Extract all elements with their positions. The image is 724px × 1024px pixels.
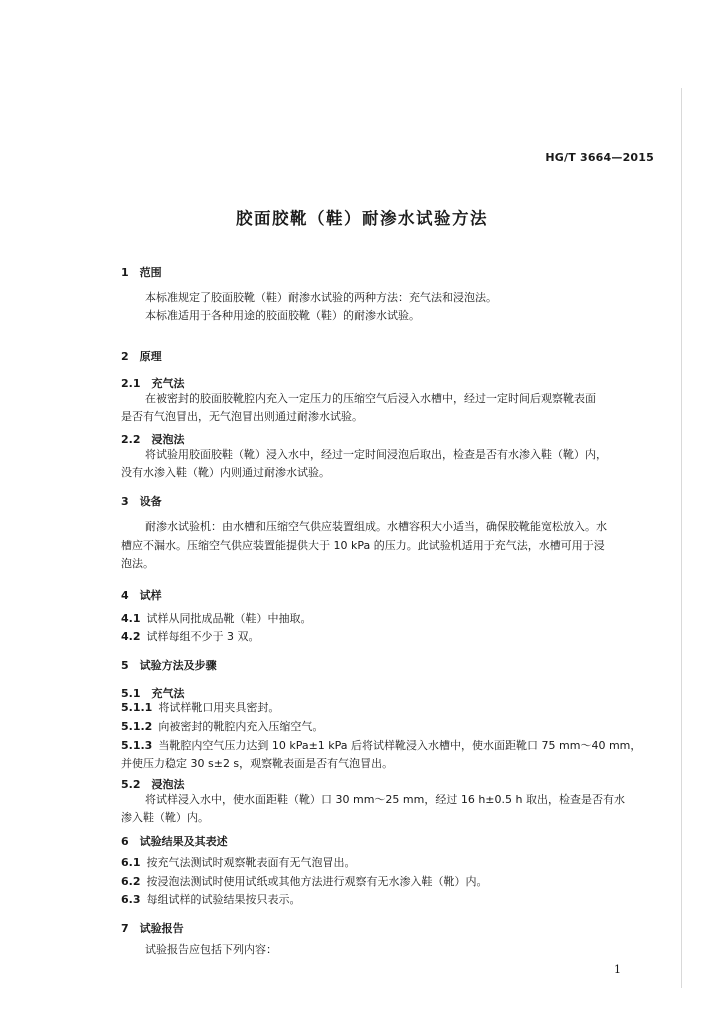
- section-2-heading: 2 原理: [121, 350, 162, 363]
- section-5-1-3-continuation: 并使压力稳定 30 s±2 s，观察靴表面是否有气泡冒出。: [121, 757, 394, 770]
- section-5-1-3-item: [121, 737, 641, 755]
- item-number: 4.2: [121, 630, 141, 643]
- section-5-2-line-1: 将试样浸入水中，使水面距鞋（靴）口 30 mm～25 mm，经过 16 h±0.5 h 取出，检查是否有水: [145, 793, 625, 806]
- section-6-heading: 6 试验结果及其表述: [121, 835, 228, 848]
- section-4-heading: 4 试样: [121, 589, 162, 602]
- section-6-2-item: [121, 873, 488, 891]
- section-5-1-2-item: [121, 718, 323, 736]
- section-2-2-line-2: 没有水渗入鞋（靴）内则通过耐渗水试验。: [121, 466, 330, 479]
- section-1-line-2: 本标准适用于各种用途的胶面胶靴（鞋）的耐渗水试验。: [145, 309, 420, 322]
- item-text: 按浸泡法测试时使用试纸或其他方法进行观察有无水渗入鞋（靴）内。: [146, 875, 488, 888]
- item-number: 5.1.1: [121, 701, 153, 714]
- section-2-1-line-1: 在被密封的胶面胶靴腔内充入一定压力的压缩空气后浸入水槽中，经过一定时间后观察靴表面: [145, 392, 596, 405]
- item-number: 6.1: [121, 856, 141, 869]
- item-text: 试样从同批成品靴（鞋）中抽取。: [146, 612, 312, 625]
- item-number: 6.2: [121, 875, 141, 888]
- section-1-heading: 1 范围: [121, 266, 162, 279]
- section-6-1-item: [121, 854, 356, 872]
- item-text: 当靴腔内空气压力达到 10 kPa±1 kPa 后将试样靴浸入水槽中，使水面距靴口 75 mm～40 mm，: [158, 739, 642, 752]
- section-2-1-line-2: 是否有气泡冒出，无气泡冒出则通过耐渗水试验。: [121, 410, 363, 423]
- section-5-heading: 5 试验方法及步骤: [121, 659, 217, 672]
- section-3-line-3: 泡法。: [121, 557, 154, 570]
- item-number: 5.1.3: [121, 739, 153, 752]
- document-title: 胶面胶靴（鞋）耐渗水试验方法: [236, 209, 488, 228]
- section-5-2-heading: 5.2 浸泡法: [121, 778, 185, 791]
- item-text: 试样每组不少于 3 双。: [146, 630, 260, 643]
- section-2-2-heading: 2.2 浸泡法: [121, 433, 185, 446]
- section-7-line-1: 试验报告应包括下列内容：: [145, 943, 277, 956]
- page-number: 1: [614, 963, 621, 976]
- item-number: 4.1: [121, 612, 141, 625]
- section-1-line-1: 本标准规定了胶面胶靴（鞋）耐渗水试验的两种方法：充气法和浸泡法。: [145, 291, 497, 304]
- section-3-heading: 3 设备: [121, 495, 162, 508]
- section-3-line-1: 耐渗水试验机：由水槽和压缩空气供应装置组成。水槽容积大小适当，确保胶靴能宽松放入。水: [145, 520, 607, 533]
- section-6-3-item: [121, 891, 301, 909]
- standard-code: HG/T 3664—2015: [545, 151, 654, 164]
- item-text: 向被密封的靴腔内充入压缩空气。: [158, 720, 324, 733]
- section-3-line-2: 槽应不漏水。压缩空气供应装置能提供大于 10 kPa 的压力。此试验机适用于充气法，水槽可用于浸: [121, 539, 605, 552]
- section-5-1-1-item: [121, 699, 279, 717]
- section-2-2-line-1: 将试验用胶面胶鞋（靴）浸入水中，经过一定时间浸泡后取出，检查是否有水渗入鞋（靴）内，: [145, 448, 607, 461]
- item-text: 按充气法测试时观察靴表面有无气泡冒出。: [146, 856, 356, 869]
- section-7-heading: 7 试验报告: [121, 922, 184, 935]
- section-4-1-item: [121, 610, 312, 628]
- item-text: 将试样靴口用夹具密封。: [158, 701, 280, 714]
- section-5-1-heading: 5.1 充气法: [121, 687, 185, 700]
- section-2-1-heading: 2.1 充气法: [121, 377, 185, 390]
- item-text: 每组试样的试验结果按只表示。: [146, 893, 301, 906]
- section-5-2-line-2: 渗入鞋（靴）内。: [121, 811, 209, 824]
- item-number: 5.1.2: [121, 720, 153, 733]
- section-4-2-item: [121, 628, 260, 646]
- item-number: 6.3: [121, 893, 141, 906]
